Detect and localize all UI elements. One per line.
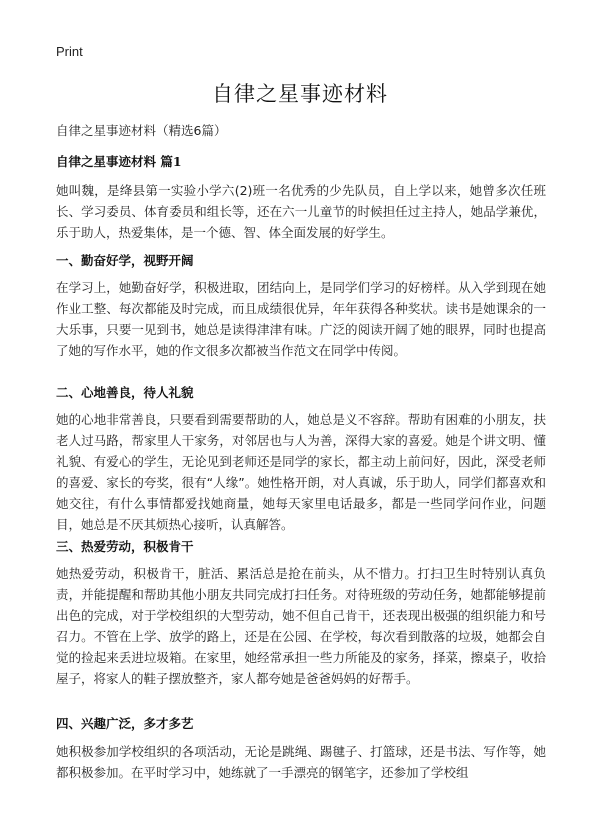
- section-heading-4: 四、兴趣广泛，多才多艺: [56, 716, 194, 731]
- section-paragraph-1: 在学习上，她勤奋好学，积极进取，团结向上，是同学们学习的好榜样。从入学到现在她作业工整、每次都能及时完成，而且成绩很优异，年年获得各种奖状。读书是她课余的一大乐事，只要一见到书，她总是读得津津有味。广泛的阅读开阔了她的眼界，同时也提高了她的写作水平，她的作文很多次都被当作范文在同学中传阅。: [56, 280, 546, 358]
- section-heading-2: 二、心地善良，待人礼貌: [56, 385, 194, 400]
- article-heading: 自律之星事迹材料 篇1: [56, 154, 182, 169]
- section-paragraph-3: 她热爱劳动，积极肯干，脏活、累活总是抢在前头，从不惜力。打扫卫生时特别认真负责，并能提醒和帮助其他小朋友共同完成打扫任务。对待班级的劳动任务，她都能够提前出色的完成，对于学校组织的大型劳动，她不但自己肯干，还表现出极强的组织能力和号召力。不管在上学、放学的路上，还是在公园、在学校，每次看到散落的垃圾，她都会自觉的捡起来丢进垃圾箱。在家里，她经常承担一些力所能及的家务，择菜，擦桌子，收拾屋子，将家人的鞋子摆放整齐，家人都夸她是爸爸妈妈的好帮手。: [56, 566, 546, 686]
- section-heading-3: 三、热爱劳动，积极肯干: [56, 539, 194, 554]
- document-subtitle: 自律之星事迹材料（精选6篇）: [56, 123, 227, 138]
- section-paragraph-4: 她积极参加学校组织的各项活动，无论是跳绳、踢毽子、打篮球，还是书法、写作等，她都积极参加。在平时学习中，她练就了一手漂亮的钢笔字，还参加了学校组: [56, 744, 546, 780]
- document-title: 自律之星事迹材料: [212, 82, 388, 106]
- section-paragraph-2: 她的心地非常善良，只要看到需要帮助的人，她总是义不容辞。帮助有困难的小朋友，扶老人过马路，帮家里人干家务，对邻居也与人为善，深得大家的喜爱。她是个讲文明、懂礼貌、有爱心的学生，无论见到老师还是同学的家长，都主动上前问好，因此，深受老师的喜爱、家长的夸奖，很有“人缘”。她性格开朗，对人真诚，乐于助人，同学们都喜欢和她交往，有什么事情都爱找她商量，她每天家里电话最多，都是一些同学问作业，问题目，她总是不厌其烦热心接听，认真解答。: [56, 412, 546, 532]
- intro-paragraph: 她叫魏，是绛县第一实验小学六(2)班一名优秀的少先队员，自上学以来，她曾多次任班长、学习委员、体育委员和组长等，还在六一儿童节的时候担任过主持人，她品学兼优，乐于助人，热爱集体，是一个德、智、体全面发展的好学生。: [56, 183, 546, 240]
- print-label: Print: [56, 44, 83, 59]
- section-heading-1: 一、勤奋好学，视野开阔: [56, 253, 194, 268]
